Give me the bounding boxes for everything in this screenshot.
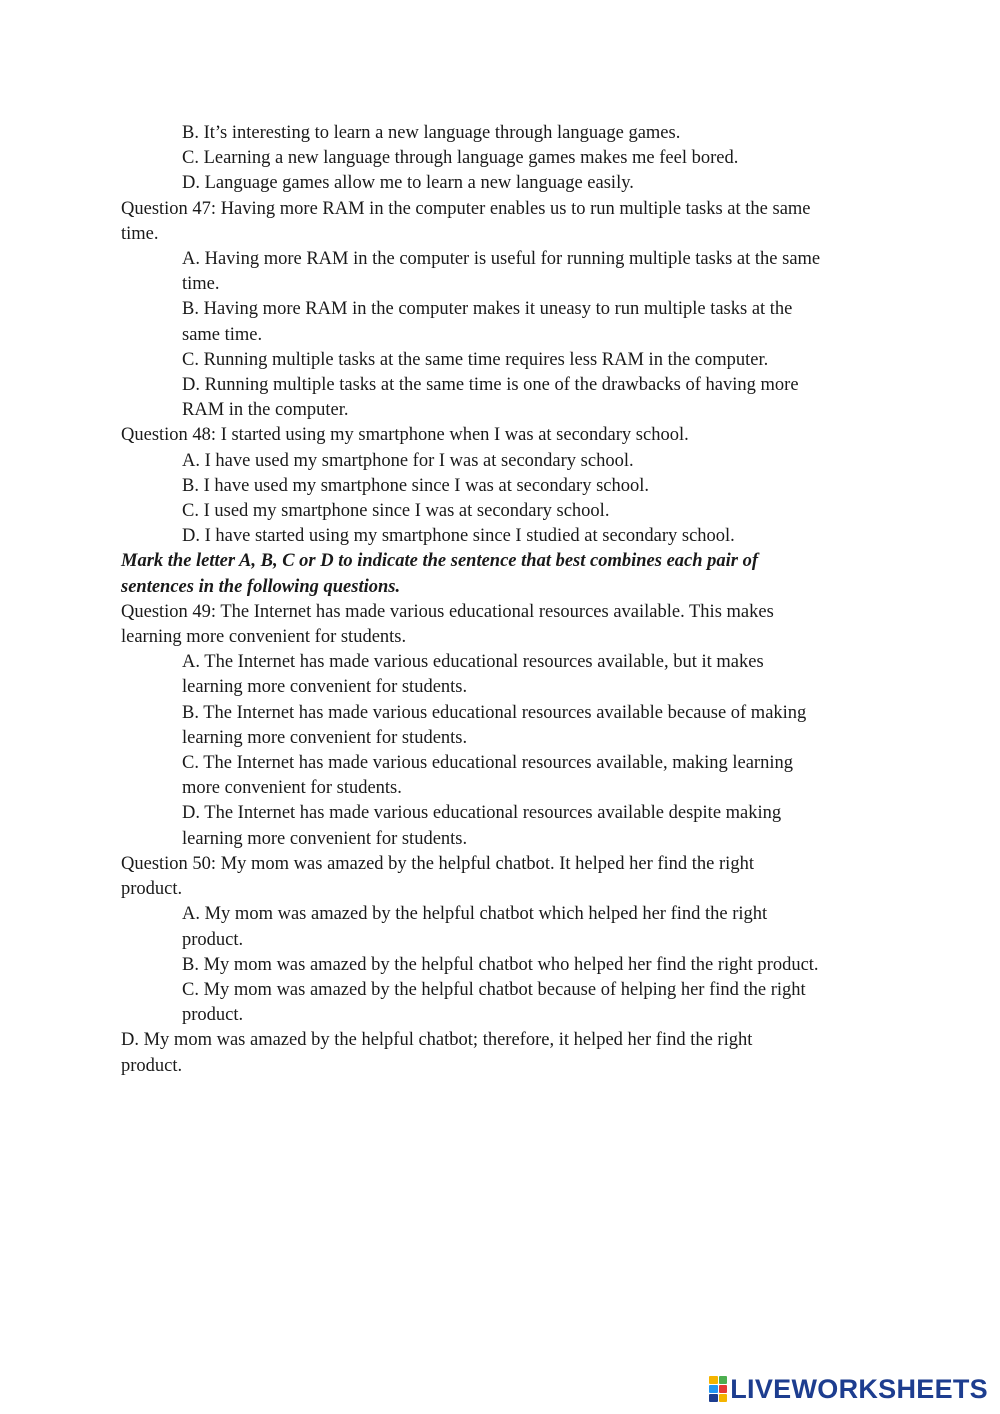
logo-mark-block [719, 1385, 728, 1393]
q49-option-a-cont: learning more convenient for students. [182, 677, 468, 698]
q49-option-d: D. The Internet has made various educational resources available despite making [182, 803, 782, 824]
q46-option-b: B. It’s interesting to learn a new language through language games. [182, 123, 681, 143]
q46-option-c: C. Learning a new language through language games makes me feel bored. [182, 148, 739, 169]
q50-option-a: A. My mom was amazed by the helpful chatbot which helped her find the right [182, 904, 768, 925]
q49-stem-cont: learning more convenient for students. [121, 627, 407, 648]
q48-stem: Question 48: I started using my smartphone when I was at secondary school. [121, 425, 689, 446]
q47-option-c: C. Running multiple tasks at the same time requires less RAM in the computer. [182, 349, 769, 370]
logo-mark-block [709, 1394, 718, 1402]
q50-option-b: B. My mom was amazed by the helpful chatbot who helped her find the right product. [182, 954, 819, 975]
q48-option-d: D. I have started using my smartphone since I studied at secondary school. [182, 526, 735, 547]
q47-option-b: B. Having more RAM in the computer makes it uneasy to run multiple tasks at the [182, 299, 793, 320]
q50-stem-cont: product. [121, 879, 183, 900]
q48-option-b: B. I have used my smartphone since I was at secondary school. [182, 475, 649, 496]
worksheet-page [121, 121, 891, 1079]
liveworksheets-logo[interactable] [709, 1374, 988, 1404]
q49-option-b: B. The Internet has made various educational resources available because of making [182, 702, 807, 723]
q47-option-d-cont: RAM in the computer. [182, 400, 349, 421]
q47-option-a-cont: time. [182, 274, 220, 295]
q50-option-d-cont: product. [121, 1055, 183, 1076]
q50-option-a-cont: product. [182, 929, 244, 950]
q47-option-b-cont: same time. [182, 324, 263, 345]
q50-option-d: D. My mom was amazed by the helpful chatbot; therefore, it helped her find the right [121, 1030, 753, 1051]
section-instruction: Mark the letter A, B, C or D to indicate the sentence that best combines each pair of [121, 551, 759, 572]
q47-option-a: A. Having more RAM in the computer is useful for running multiple tasks at the same [182, 249, 821, 270]
q49-option-c: C. The Internet has made various educational resources available, making learning [182, 753, 793, 774]
liveworksheets-mark-icon [709, 1376, 727, 1402]
q47-stem-cont: time. [121, 223, 159, 244]
q49-option-a: A. The Internet has made various educational resources available, but it makes [182, 652, 764, 673]
logo-mark-block [719, 1376, 728, 1384]
q49-stem: Question 49: The Internet has made various educational resources available. This makes [121, 601, 774, 622]
logo-text: LIVEWORKSHEETS [730, 1374, 988, 1404]
q50-option-c-cont: product. [182, 1005, 244, 1026]
logo-mark-block [719, 1394, 728, 1402]
q47-stem: Question 47: Having more RAM in the computer enables us to run multiple tasks at the same [121, 198, 811, 219]
logo-mark-block [709, 1376, 718, 1384]
q49-option-d-cont: learning more convenient for students. [182, 828, 468, 849]
q46-option-d: D. Language games allow me to learn a new language easily. [182, 173, 634, 194]
q50-option-c: C. My mom was amazed by the helpful chatbot because of helping her find the right [182, 979, 806, 1000]
logo-mark-block [709, 1385, 718, 1393]
q47-option-d: D. Running multiple tasks at the same time is one of the drawbacks of having more [182, 375, 799, 396]
section-instruction-cont: sentences in the following questions. [121, 576, 401, 597]
q49-option-b-cont: learning more convenient for students. [182, 727, 468, 748]
q48-option-c: C. I used my smartphone since I was at secondary school. [182, 501, 610, 522]
q50-stem: Question 50: My mom was amazed by the helpful chatbot. It helped her find the right [121, 853, 754, 874]
q49-option-c-cont: more convenient for students. [182, 778, 402, 799]
q48-option-a: A. I have used my smartphone for I was at secondary school. [182, 450, 634, 471]
